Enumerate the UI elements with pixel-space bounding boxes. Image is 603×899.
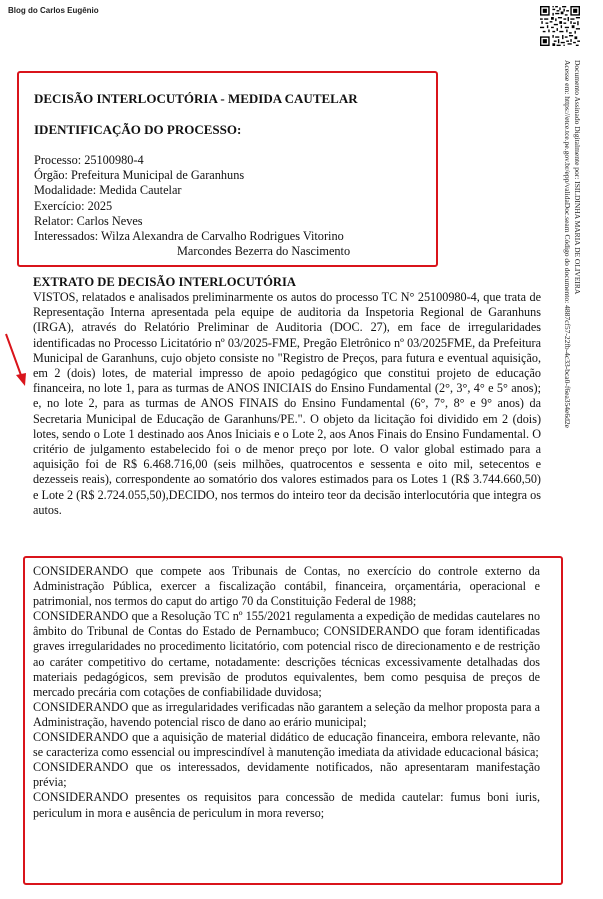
process-identification-heading: IDENTIFICAÇÃO DO PROCESSO: <box>34 122 242 137</box>
process-modality: Modalidade: Medida Cautelar <box>34 183 182 198</box>
digital-signature-stamp <box>562 60 582 565</box>
considerations-list <box>33 564 540 821</box>
consideration-item: CONSIDERANDO que as irregularidades verificadas não garantem a seleção da melhor proposta para a Administração, havendo potencial risco de dano ao erário municipal; <box>33 699 540 729</box>
qr-code-icon <box>540 6 580 46</box>
consideration-item: CONSIDERANDO que compete aos Tribunais de Contas, no exercício do controle externo da Administração Pública, exercer a fiscalização contábil, financeira, orçamentária, operacional e patrimonial, nos termos do caput do artigo 70 da Constituição Federal de 1988; <box>33 564 540 609</box>
consideration-item: CONSIDERANDO que a aquisição de material didático de educação financeira, embora relevante, não se caracteriza como essencial ou imprescindível à manutenção imediata da atividade educacional básica; <box>33 730 540 760</box>
process-rapporteur: Relator: Carlos Neves <box>34 213 143 228</box>
extract-body: VISTOS, relatados e analisados preliminarmente os autos do processo TC N° 25100980-4, que trata de Representação Interna apresentada pela equipe de auditoria da Inspetoria Regional de Garanhuns (IRGA), através do Relatório Preliminar de Auditoria (DOC. 27), em face de irregularidades identificadas no Processo Licitatório nº 03/2025-FME, Pregão Eletrônico nº 03/2025FME, da Prefeitura Municipal de Garanhuns, cujo objeto consiste no "Registro de Preços, para futura e eventual aquisição, em 2 (dois) lotes, de material impresso de apoio pedagógico que constitui projeto de educação financeira, no lote 1, para as turmas de ANOS INICIAIS do Ensino Fundamental (2°, 3°, 4° e 5° anos); e, no lote 2, para as turmas de ANOS FINAIS do Ensino Fundamental (6°, 7°, 8° e 9° anos) da Secretaria Municipal de Educação de Garanhuns/PE.". O objeto da licitação foi dividido em 2 (dois) lotes, sendo o Lote 1 destinado aos Anos Iniciais e o Lote 2, aos Anos Finais do Ensino Fundamental. O critério de julgamento estabelecido foi o de menor preço por lote. O valor global estimado para a aquisição foi de R$ 6.468.716,00 (seis milhões, quatrocentos e sessenta e oito mil, setecentos e dezesseis reais), correspondente ao somatório dos valores estimados para os Lotes 1 (R$ 3.744.660,50) e Lote 2 (R$ 2.724.055,50),DECIDO, nos termos do inteiro teor da decisão interlocutória que integra os autos. <box>33 290 541 517</box>
process-interested-2: Marcondes Bezerra do Nascimento <box>177 244 351 259</box>
process-interested-1: Interessados: Wilza Alexandra de Carvalho Rodrigues Vitorino <box>34 229 344 244</box>
process-number: Processo: 25100980-4 <box>34 153 144 167</box>
consideration-item: CONSIDERANDO presentes os requisitos para concessão de medida cautelar: fumus boni iuris, periculum in mora e ausência de periculum in mora reverso; <box>33 790 540 820</box>
process-year: Exercício: 2025 <box>34 198 113 213</box>
process-details <box>34 153 350 259</box>
decision-title: DECISÃO INTERLOCUTÓRIA - MEDIDA CAUTELAR <box>34 91 358 106</box>
signature-line-2: Acesse em: https://etce.tce.pe.gov.br/epp/validaDoc.seam Código do documento: 4887cf57-22fb-4c33-bca0-f6ea354e6d2e <box>563 60 572 428</box>
blog-name: Blog do Carlos Eugênio <box>8 6 99 15</box>
process-organ: Órgão: Prefeitura Municipal de Garanhuns <box>34 168 245 183</box>
extract-heading: EXTRATO DE DECISÃO INTERLOCUTÓRIA <box>33 275 297 289</box>
consideration-item: CONSIDERANDO que a Resolução TC nº 155/2021 regulamenta a expedição de medidas cautelares no âmbito do Tribunal de Contas do Estado de Pernambuco; CONSIDERANDO que foram identificadas graves irregularidades no procedimento licitatório, com potencial risco de direcionamento e de restrição ao caráter competitivo do certame, notadamente: descrições técnicas excessivamente detalhadas dos materiais pedagógicos, sem previsão de produtos equivalentes, bem como pesquisa de preços de mercado precária com cotações de confiabilidade duvidosa; <box>33 609 540 699</box>
red-arrow-icon <box>0 330 30 390</box>
consideration-item: CONSIDERANDO que os interessados, devidamente notificados, não apresentaram manifestação prévia; <box>33 760 540 790</box>
signature-line-1: Documento Assinado Digitalmente por: ISILDINHA MARIA DE OLIVEIRA <box>573 60 582 295</box>
